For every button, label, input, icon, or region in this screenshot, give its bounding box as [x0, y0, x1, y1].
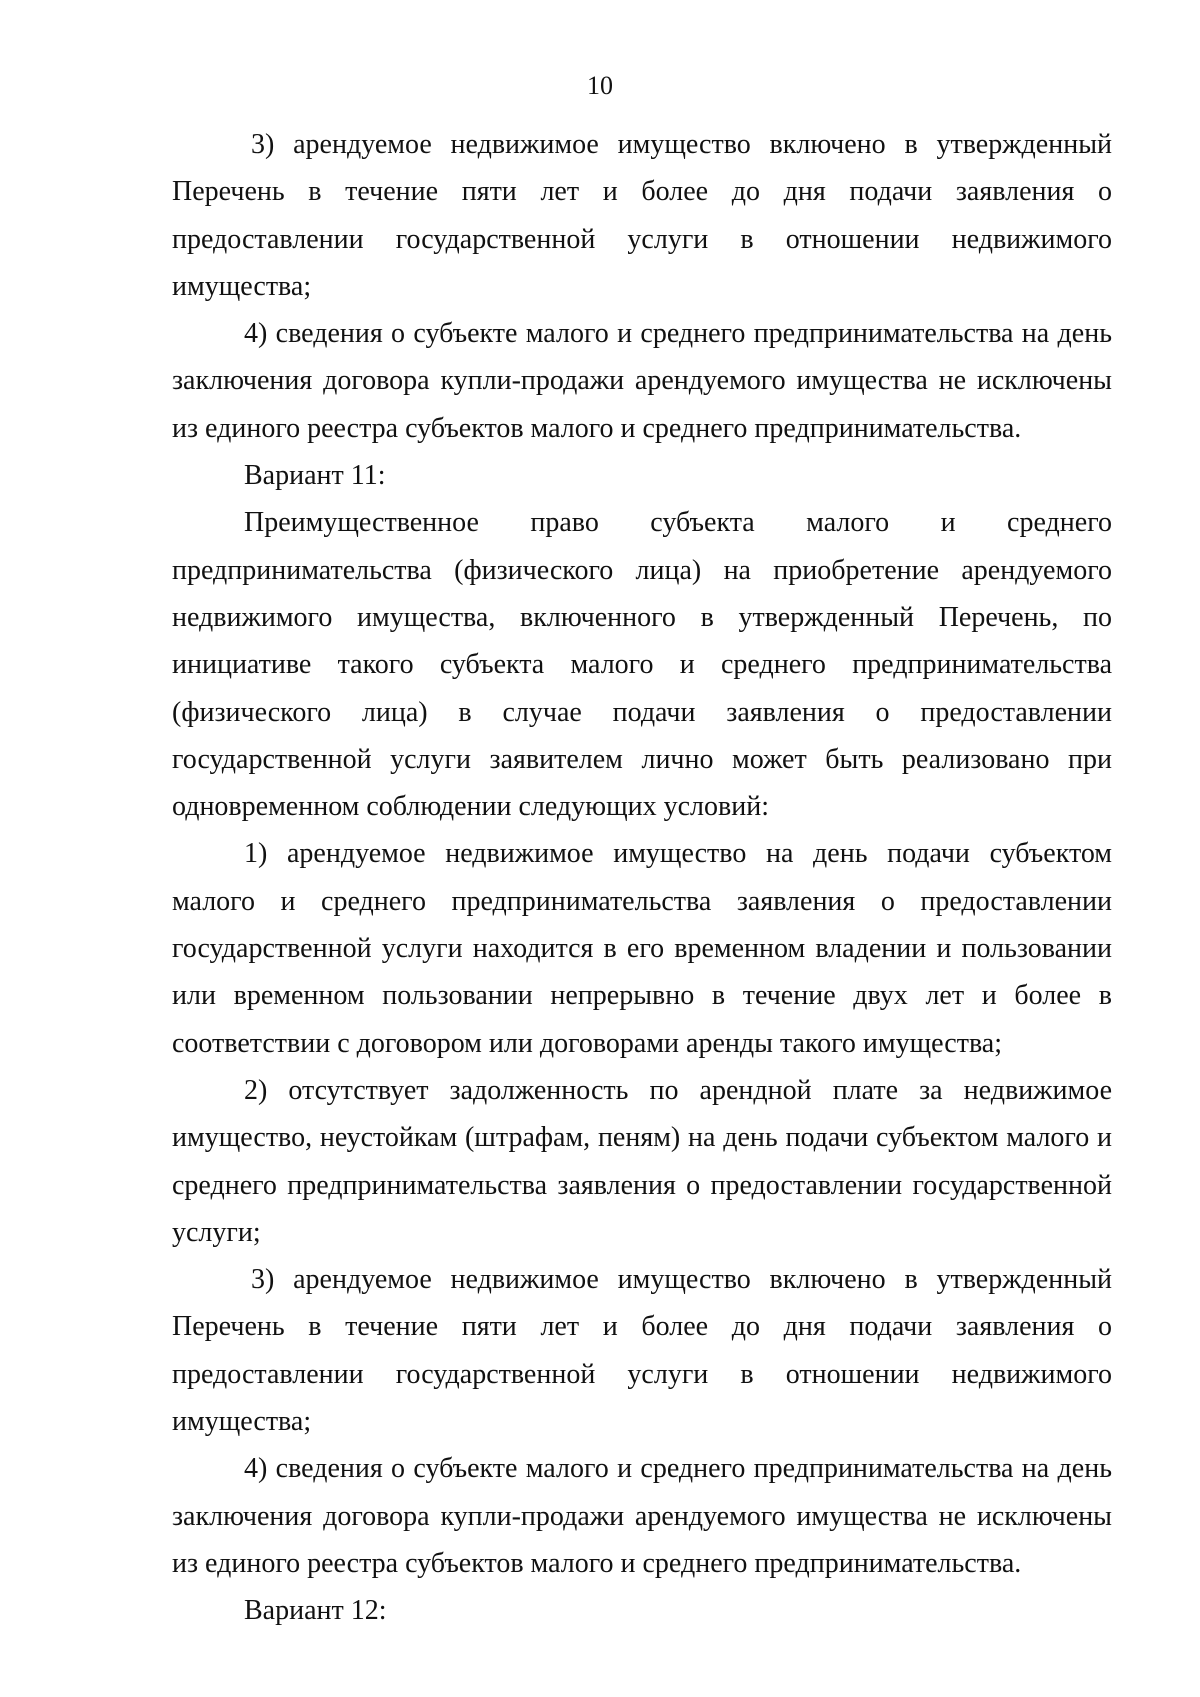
variant-12-heading: Вариант 12: [244, 1595, 387, 1627]
paragraph-variant-11-intro: Преимущественное право субъекта малого и среднего предпринимательства (физического лица) на приобретение арендуемого недвижимого имущества, включенного в утвержденный Перечень, по инициативе такого субъекта малого и среднего предпринимательства (физического лица) в случае подачи заявления о предоставлении государственной услуги заявителем лично может быть реализовано при одновременном соблюдении следующих условий: [172, 507, 1112, 823]
paragraph-condition-4-repeat: 4) сведения о субъекте малого и среднего предпринимательства на день заключения договора купли-продажи арендуемого имущества не исключены из единого реестра субъектов малого и среднего предпринимательства. [172, 1453, 1112, 1579]
paragraph-condition-4: 4) сведения о субъекте малого и среднего предпринимательства на день заключения договора купли-продажи арендуемого имущества не исключены из единого реестра субъектов малого и среднего предпринимательства. [172, 318, 1112, 444]
document-body [172, 121, 1112, 1635]
variant-11-heading: Вариант 11: [244, 460, 386, 492]
page-number: 10 [587, 71, 613, 100]
paragraph-condition-3-repeat: 3) арендуемое недвижимое имущество включено в утвержденный Перечень в течение пяти лет и более до дня подачи заявления о предоставлении государственной услуги в отношении недвижимого имущества; [172, 1264, 1112, 1438]
paragraph-condition-3: 3) арендуемое недвижимое имущество включено в утвержденный Перечень в течение пяти лет и более до дня подачи заявления о предоставлении государственной услуги в отношении недвижимого имущества; [172, 129, 1112, 302]
paragraph-condition-2: 2) отсутствует задолженность по арендной плате за недвижимое имущество, неустойкам (штрафам, пеням) на день подачи субъектом малого и среднего предпринимательства заявления о предоставлении государственной услуги; [172, 1074, 1112, 1248]
paragraph-condition-1: 1) арендуемое недвижимое имущество на день подачи субъектом малого и среднего предпринимательства заявления о предоставлении государственной услуги находится в его временном владении и пользовании или временном пользовании непрерывно в течение двух лет и более в соответствии с договором или договорами аренды такого имущества; [172, 838, 1112, 1059]
